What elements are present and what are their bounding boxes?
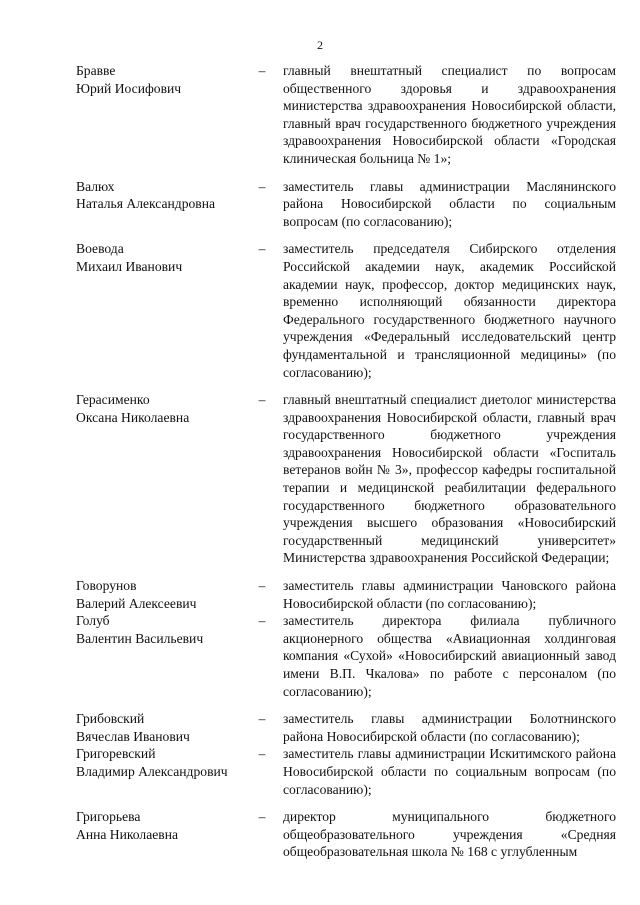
person-name	[76, 577, 254, 612]
entry-gap	[76, 700, 606, 710]
dash-separator: –	[258, 711, 266, 727]
person-name	[76, 178, 254, 213]
given-names: Оксана Николаевна	[76, 409, 190, 425]
given-names: Наталья Александровна	[76, 196, 216, 212]
person-name	[76, 710, 254, 745]
position-description: заместитель главы администрации Болотнинского района Новосибирской области (по согласованию);	[283, 711, 616, 744]
dash-separator: –	[258, 746, 266, 762]
entry-gap	[76, 230, 606, 240]
list-item	[76, 178, 616, 231]
person-name	[76, 745, 254, 780]
person-name	[76, 612, 254, 647]
person-name	[76, 391, 254, 426]
list-item	[76, 391, 616, 567]
surname: Воевода	[76, 241, 124, 257]
list-item	[76, 62, 616, 168]
entry-gap	[76, 168, 606, 178]
person-name	[76, 62, 254, 97]
dash-separator: –	[258, 63, 266, 78]
list-item	[76, 710, 616, 745]
position-description: заместитель главы администрации Искитимского района Новосибирской области по социальным вопросам (по согласованию);	[283, 746, 616, 797]
surname: Валюх	[76, 178, 115, 194]
dash-separator: –	[258, 578, 266, 594]
given-names: Валентин Васильевич	[76, 630, 204, 646]
given-names: Владимир Александрович	[76, 763, 228, 779]
surname: Григорьева	[76, 809, 141, 825]
list-item	[76, 240, 616, 381]
entry-gap	[76, 798, 606, 808]
member-list	[76, 62, 616, 861]
position-description: заместитель директора филиала публичного акционерного общества «Авиационная холдинговая компания «Сухой» «Новосибирский авиационный завод имени В.П. Чкалова» по работе с персоналом (по согласованию);	[283, 613, 616, 699]
entry-gap	[76, 381, 606, 391]
dash-separator: –	[258, 392, 266, 408]
entry-gap	[76, 567, 606, 577]
surname: Голуб	[76, 613, 110, 629]
given-names: Валерий Алексеевич	[76, 595, 197, 611]
surname: Герасименко	[76, 392, 150, 408]
given-names: Вячеслав Иванович	[76, 728, 190, 744]
person-name	[76, 240, 254, 275]
page-number: 2	[317, 38, 323, 52]
surname: Грибовский	[76, 711, 145, 727]
dash-separator: –	[258, 178, 266, 194]
position-description: главный внештатный специалист диетолог министерства здравоохранения Новосибирской области, главный врач государственного бюджетного учреждения здравоохранения Новосибирской области «Госпиталь ветеранов войн № 3», профессор кафедры госпитальной терапии и медицинской реабилитации федерального государственного бюджетного образовательного учреждения высшего образования «Новосибирский государственный медицинский университет» Министерства здравоохранения Российской Федерации;	[283, 392, 616, 566]
list-item	[76, 577, 616, 612]
given-names: Анна Николаевна	[76, 826, 178, 842]
position-description: директор муниципального бюджетного общеобразовательного учреждения «Средняя общеобразовательная школа № 168 с углубленным	[283, 809, 616, 860]
given-names: Михаил Иванович	[76, 258, 183, 274]
surname: Григоревский	[76, 746, 156, 762]
position-description: главный внештатный специалист по вопросам общественного здоровья и здравоохранения министерства здравоохранения Новосибирской области, главный врач государственного бюджетного учреждения здравоохранения Новосибирской области «Городская клиническая больница № 1»;	[283, 63, 616, 166]
dash-separator: –	[258, 613, 266, 629]
list-item	[76, 745, 616, 798]
surname: Бравве	[76, 63, 116, 78]
list-item	[76, 808, 616, 861]
position-description: заместитель главы администрации Маслянинского района Новосибирской области по социальным вопросам (по согласованию);	[283, 178, 616, 229]
position-description: заместитель председателя Сибирского отделения Российской академии наук, академик Российской академии наук, профессор, доктор медицинских наук, временно исполняющий обязанности директора Федерального государственного бюджетного научного учреждения «Федеральный исследовательский центр фундаментальной и трансляционной медицины» (по согласованию);	[283, 241, 616, 380]
position-description: заместитель главы администрации Чановского района Новосибирской области (по согласованию);	[283, 578, 616, 611]
dash-separator: –	[258, 241, 266, 257]
surname: Говорунов	[76, 578, 137, 594]
given-names: Юрий Иосифович	[76, 80, 182, 96]
list-item	[76, 612, 616, 700]
dash-separator: –	[258, 809, 266, 825]
person-name	[76, 808, 254, 843]
